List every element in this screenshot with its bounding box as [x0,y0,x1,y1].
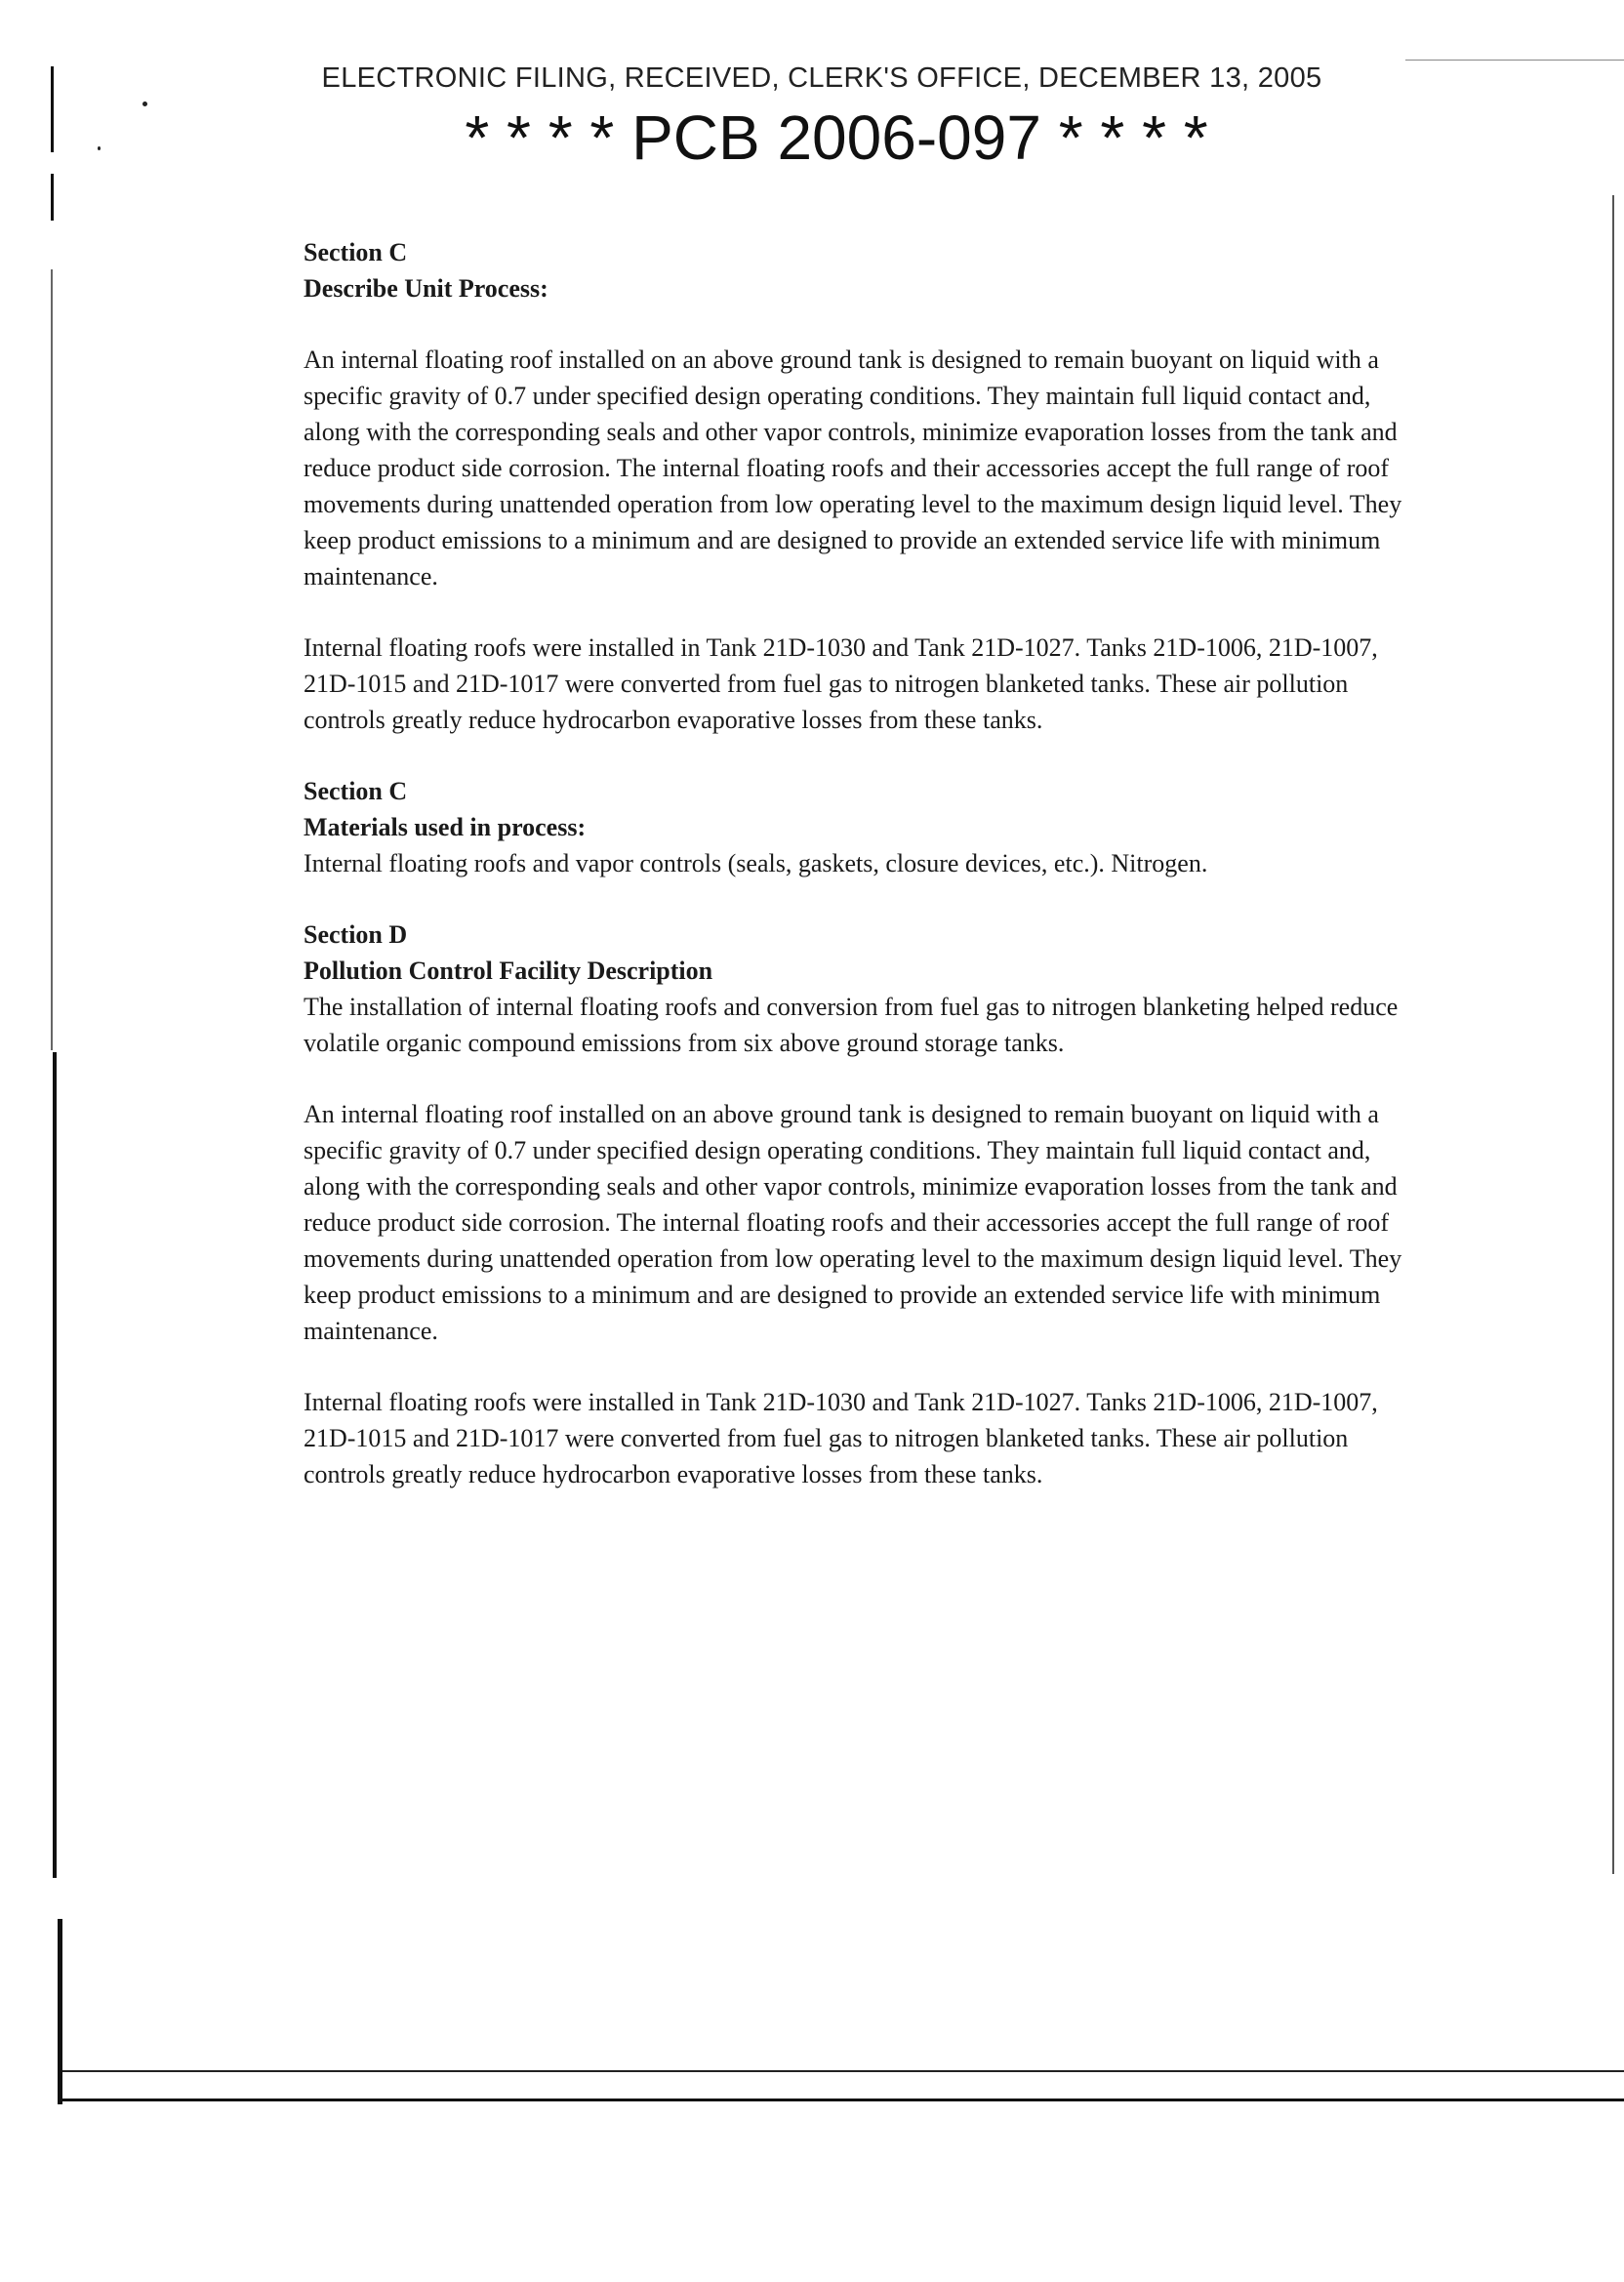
filing-stamp: ELECTRONIC FILING, RECEIVED, CLERK'S OFFICE, DECEMBER 13, 2005 [321,62,1322,94]
section-heading: Section D [304,920,408,949]
scan-margin-bar [51,269,53,1050]
scan-bottom-line [62,2070,1624,2072]
scan-margin-bar [53,1052,57,1878]
scan-bottom-line [62,2099,1624,2101]
paragraph: Internal floating roofs were installed in Tank 21D-1030 and Tank 21D-1027. Tanks 21D-1006, 21D-1007, 21D-1015 and 21D-1017 were converted from fuel gas to nitrogen blanketed tanks. These air pollution controls greatly reduce hydrocarbon evaporative losses from these tanks. [304,1388,1378,1488]
scan-margin-bar [51,174,54,221]
scan-top-line [1405,60,1624,61]
paragraph: Internal floating roofs were installed in Tank 21D-1030 and Tank 21D-1027. Tanks 21D-1006, 21D-1007, 21D-1015 and 21D-1017 were converted from fuel gas to nitrogen blanketed tanks. These air pollution controls greatly reduce hydrocarbon evaporative losses from these tanks. [304,633,1378,734]
section-heading: Section C [304,777,408,805]
paragraph: The installation of internal floating roofs and conversion from fuel gas to nitrogen blanketing helped reduce volatile organic compound emissions from six above ground storage tanks. [304,993,1399,1057]
scan-margin-bar [58,1919,62,2104]
scan-right-edge [1612,195,1614,1874]
paragraph: Internal floating roofs and vapor controls (seals, gaskets, closure devices, etc.). Nitrogen. [304,849,1208,877]
section-subheading: Materials used in process: [304,813,587,841]
section-heading: Section C [304,238,408,266]
section-subheading: Pollution Control Facility Description [304,957,713,985]
section-materials-used [304,773,1406,881]
section-pollution-control-facility [304,917,1406,1492]
case-number: * * * * PCB 2006-097 * * * * [465,102,1208,173]
paragraph: An internal floating roof installed on an above ground tank is designed to remain buoyant on liquid with a specific gravity of 0.7 under specified design operating conditions. They maintain full liquid contact and, along with the corresponding seals and other vapor controls, minimize evaporation losses from the tank and reduce product side corrosion. The internal floating roofs and their accessories accept the full range of roof movements during unattended operation from low operating level to the maximum design liquid level. They keep product emissions to a minimum and are designed to provide an extended service life with minimum maintenance. [304,1100,1402,1345]
paragraph: An internal floating roof installed on an above ground tank is designed to remain buoyant on liquid with a specific gravity of 0.7 under specified design operating conditions. They maintain full liquid contact and, along with the corresponding seals and other vapor controls, minimize evaporation losses from the tank and reduce product side corrosion. The internal floating roofs and their accessories accept the full range of roof movements during unattended operation from low operating level to the maximum design liquid level. They keep product emissions to a minimum and are designed to provide an extended service life with minimum maintenance. [304,346,1402,591]
section-describe-unit-process [304,234,1406,738]
section-subheading: Describe Unit Process: [304,274,548,303]
document-body [304,234,1406,1492]
